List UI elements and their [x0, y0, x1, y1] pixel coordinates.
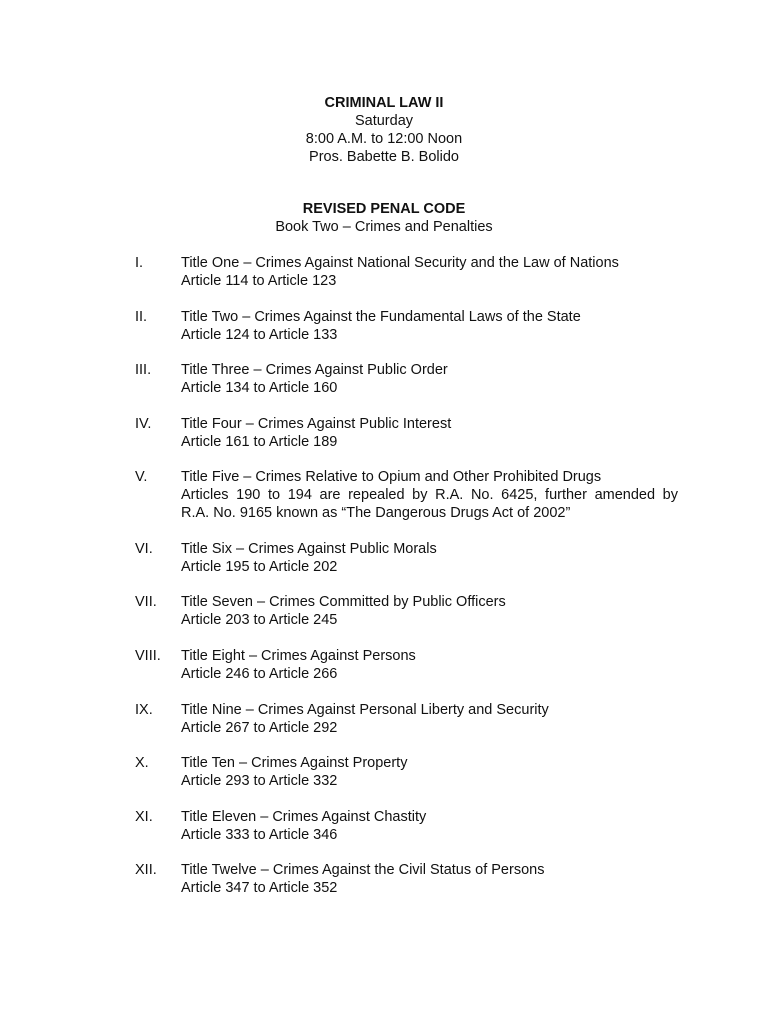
course-professor: Pros. Babette B. Bolido [309, 149, 459, 165]
code-header [0, 200, 768, 236]
list-item-title-nine [0, 701, 768, 755]
article-range: Article 347 to Article 352 [181, 880, 338, 897]
article-range: Article 161 to Article 189 [181, 433, 338, 450]
list-item-title-four [0, 415, 768, 469]
title-heading: Title Five – Crimes Relative to Opium and Other Prohibited Drugs [181, 469, 602, 486]
list-item-title-six [0, 540, 768, 594]
article-range: Article 333 to Article 346 [181, 826, 338, 843]
list-item-title-seven [0, 593, 768, 647]
entry-text [181, 254, 678, 290]
course-time: 8:00 A.M. to 12:00 Noon [305, 131, 463, 147]
entry-text [181, 361, 678, 397]
course-title: CRIMINAL LAW II [324, 95, 444, 111]
list-item-title-eight [0, 647, 768, 701]
list-item-title-five [0, 468, 768, 540]
roman-numeral: IX. [135, 701, 153, 718]
roman-numeral: III. [135, 362, 152, 379]
article-range: Article 114 to Article 123 [181, 273, 337, 289]
roman-numeral: XI. [135, 808, 153, 825]
title-heading: Title Nine – Crimes Against Personal Liberty and Security [181, 701, 549, 718]
entry-text [181, 861, 678, 897]
roman-numeral: II. [135, 308, 148, 325]
title-heading: Title One – Crimes Against National Security and the Law of Nations [181, 255, 619, 271]
roman-numeral: V. [135, 469, 148, 486]
title-heading: Title Six – Crimes Against Public Morals [181, 540, 437, 557]
roman-numeral: I. [135, 255, 144, 271]
course-header [0, 94, 768, 166]
entry-text [181, 701, 678, 737]
title-heading: Title Four – Crimes Against Public Interest [181, 415, 452, 432]
roman-numeral: VIII. [135, 648, 161, 665]
list-item-title-three [0, 361, 768, 415]
list-item-title-ten [0, 754, 768, 808]
entry-text [181, 593, 678, 629]
entry-text [181, 808, 678, 844]
entry-text [181, 415, 678, 451]
article-range: Article 293 to Article 332 [181, 773, 338, 790]
title-heading: Title Three – Crimes Against Public Order [181, 362, 448, 379]
article-range: Article 124 to Article 133 [181, 326, 338, 343]
article-range: Article 203 to Article 245 [181, 612, 338, 629]
title-heading: Title Eleven – Crimes Against Chastity [181, 808, 427, 825]
entry-text [181, 754, 678, 790]
entry-text [181, 647, 678, 683]
title-heading: Title Twelve – Crimes Against the Civil Status of Persons [181, 862, 545, 879]
title-heading: Title Two – Crimes Against the Fundamental Laws of the State [181, 308, 581, 325]
article-range: Article 267 to Article 292 [181, 719, 338, 736]
entry-text [181, 308, 678, 344]
code-title: REVISED PENAL CODE [302, 201, 466, 217]
title-heading: Title Seven – Crimes Committed by Public Officers [181, 594, 506, 611]
list-item-title-one [0, 254, 768, 308]
roman-numeral: XII. [135, 862, 157, 879]
entry-text [181, 540, 678, 576]
list-item-title-eleven [0, 808, 768, 862]
title-heading: Title Eight – Crimes Against Persons [181, 648, 416, 665]
article-range: Article 195 to Article 202 [181, 558, 338, 575]
course-day: Saturday [354, 113, 414, 129]
code-subtitle: Book Two – Crimes and Penalties [275, 219, 493, 235]
roman-numeral: IV. [135, 415, 152, 432]
repeal-note-line-1: Articles 190 to 194 are repealed by R.A. No. 6425, further amended by [181, 487, 678, 504]
repeal-note-line-2: R.A. No. 9165 known as “The Dangerous Drugs Act of 2002” [181, 505, 571, 522]
article-range: Article 134 to Article 160 [181, 380, 338, 397]
title-heading: Title Ten – Crimes Against Property [181, 755, 408, 772]
entry-text [181, 468, 678, 522]
roman-numeral: VII. [135, 594, 157, 611]
roman-numeral: X. [135, 755, 149, 772]
roman-numeral: VI. [135, 540, 153, 557]
article-range: Article 246 to Article 266 [181, 666, 338, 683]
list-item-title-twelve [0, 861, 768, 915]
list-item-title-two [0, 308, 768, 362]
titles-list [0, 254, 768, 915]
